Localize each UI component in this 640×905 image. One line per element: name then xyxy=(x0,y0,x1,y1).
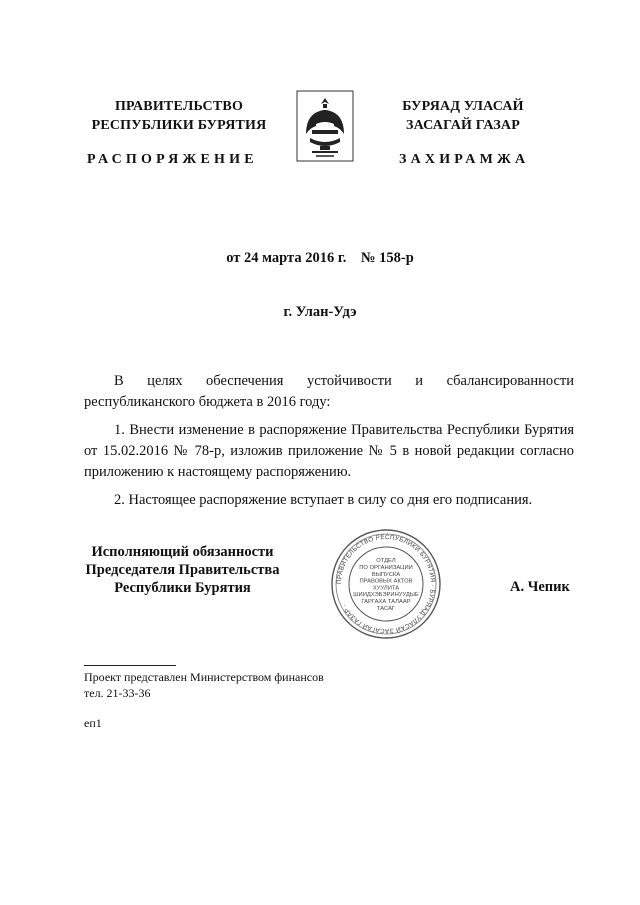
signatory-name: А. Чепик xyxy=(510,579,570,595)
header-right-line1: БУРЯАД УЛАСАЙ xyxy=(402,99,524,114)
government-name-bua xyxy=(378,97,548,135)
stamp-center-line: ХУУЛИТА xyxy=(372,585,400,592)
footer-code: еп1 xyxy=(84,716,102,730)
doc-type-ru: РАСПОРЯЖЕНИЕ xyxy=(87,152,258,167)
stamp-center-line: ОТДЕЛ xyxy=(376,558,396,565)
stamp-center-line: ТАСАГ xyxy=(376,605,396,612)
city: г. Улан-Удэ xyxy=(283,304,357,320)
header-right-line2: ЗАСАГАЙ ГАЗАР xyxy=(405,118,520,133)
paragraph-2-text: 1. Внести изменение в распоряжение Правительства Республики Бурятия от 15.02.2016 № 78-р, изложив приложение № 5 в новой редакции согласно приложению к настоящему распоряжению. xyxy=(84,422,574,480)
official-stamp-icon xyxy=(330,528,442,640)
signatory-title-line3: Республики Бурятия xyxy=(114,580,251,596)
date-number: от 24 марта 2016 г. № 158-р xyxy=(226,250,414,266)
doc-type-bua: ЗАХИРАМЖА xyxy=(399,152,530,167)
stamp-center-line: ПО ОРГАНИЗАЦИИ xyxy=(359,565,413,571)
paragraph-1 xyxy=(84,371,574,413)
coat-of-arms-icon xyxy=(296,90,354,162)
signatory-title-line1: Исполняющий обязанности xyxy=(91,544,274,560)
stamp-center-line: ГАРГАХА ТАЛААР xyxy=(361,599,411,605)
paragraph-3 xyxy=(84,490,574,511)
stamp-center-line: ШИИДХЭБЭРИНУУДЫЕ xyxy=(353,592,419,599)
government-name-ru xyxy=(84,97,274,135)
footer-phone: тел. 21-33-36 xyxy=(84,686,151,700)
stamp-center-line: ПРАВОВЫХ АКТОВ xyxy=(359,578,413,585)
signatory-title xyxy=(80,543,285,597)
paragraph-1-text: В целях обеспечения устойчивости и сбалансированности республиканского бюджета в 2016 году: xyxy=(84,373,574,410)
stamp-ring-text: ПРАВИТЕЛЬСТВО РЕСПУБЛИКИ БУРЯТИЯ · БУРЯАД УЛАСАЙ ЗАСАГАЙ ГАЗАР · xyxy=(335,533,437,635)
stamp-center-line: ВЫПУСКА xyxy=(371,571,401,578)
footer-note: Проект представлен Министерством финансов xyxy=(84,670,324,684)
paragraph-2 xyxy=(84,420,574,483)
header-left-line1: ПРАВИТЕЛЬСТВО xyxy=(114,99,244,114)
header-left-line2: РЕСПУБЛИКИ БУРЯТИЯ xyxy=(91,118,267,133)
signatory-title-line2: Председателя Правительства xyxy=(85,562,280,578)
paragraph-3-text: 2. Настоящее распоряжение вступает в силу со дня его подписания. xyxy=(114,492,533,508)
footer-divider xyxy=(84,665,176,666)
